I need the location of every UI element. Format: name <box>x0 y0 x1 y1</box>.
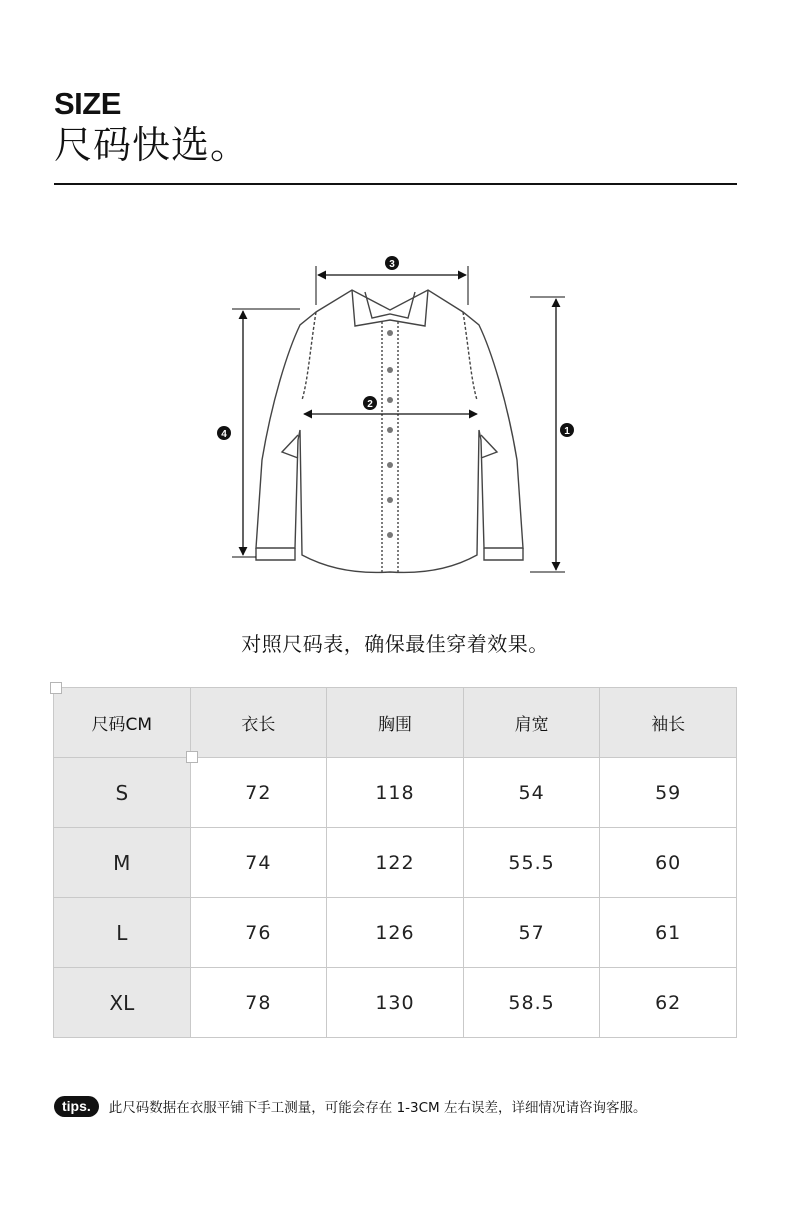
cell-sleeve: 59 <box>600 758 737 828</box>
marker-1: 1 <box>564 426 570 437</box>
measure-length <box>530 297 574 572</box>
cell-chest: 122 <box>327 828 464 898</box>
cell-shoulder: 57 <box>463 898 600 968</box>
header-sleeve: 袖长 <box>600 688 737 758</box>
header-shoulder: 肩宽 <box>463 688 600 758</box>
cell-length: 74 <box>190 828 327 898</box>
size-table <box>53 687 737 1038</box>
cell-shoulder: 55.5 <box>463 828 600 898</box>
table-row <box>54 968 737 1038</box>
cell-chest: 130 <box>327 968 464 1038</box>
corner-handle <box>50 682 62 694</box>
cell-shoulder: 58.5 <box>463 968 600 1038</box>
cell-chest: 126 <box>327 898 464 968</box>
table-subtitle: 对照尺码表，确保最佳穿着效果。 <box>241 632 549 656</box>
cell-size: S <box>54 758 191 828</box>
cell-size: L <box>54 898 191 968</box>
cell-sleeve: 62 <box>600 968 737 1038</box>
header-chest: 胸围 <box>327 688 464 758</box>
cell-length: 72 <box>190 758 327 828</box>
cell-chest: 118 <box>327 758 464 828</box>
title-cn: 尺码快选。 <box>54 123 250 167</box>
cell-sleeve: 60 <box>600 828 737 898</box>
table-row <box>54 828 737 898</box>
cell-sleeve: 61 <box>600 898 737 968</box>
title-divider <box>54 183 737 185</box>
corner-handle <box>186 751 198 763</box>
header-size: 尺码CM <box>54 688 191 758</box>
marker-2: 2 <box>367 399 373 410</box>
shirt-buttons <box>387 330 393 538</box>
marker-3: 3 <box>389 259 395 270</box>
tips-note <box>54 1094 647 1118</box>
table-row <box>54 898 737 968</box>
table-row <box>54 758 737 828</box>
table-header-row <box>54 688 737 758</box>
cell-size: XL <box>54 968 191 1038</box>
shirt-measurement-diagram <box>0 230 790 590</box>
header-length: 衣长 <box>190 688 327 758</box>
cell-shoulder: 54 <box>463 758 600 828</box>
tips-text: 此尺码数据在衣服平铺下手工测量，可能会存在 1-3CM 左右误差，详细情况请咨询客服。 <box>108 1100 647 1116</box>
cell-length: 78 <box>190 968 327 1038</box>
tips-badge: tips. <box>54 1096 99 1117</box>
cell-size: M <box>54 828 191 898</box>
title-en: SIZE <box>54 86 121 121</box>
cell-length: 76 <box>190 898 327 968</box>
marker-4: 4 <box>221 429 227 440</box>
